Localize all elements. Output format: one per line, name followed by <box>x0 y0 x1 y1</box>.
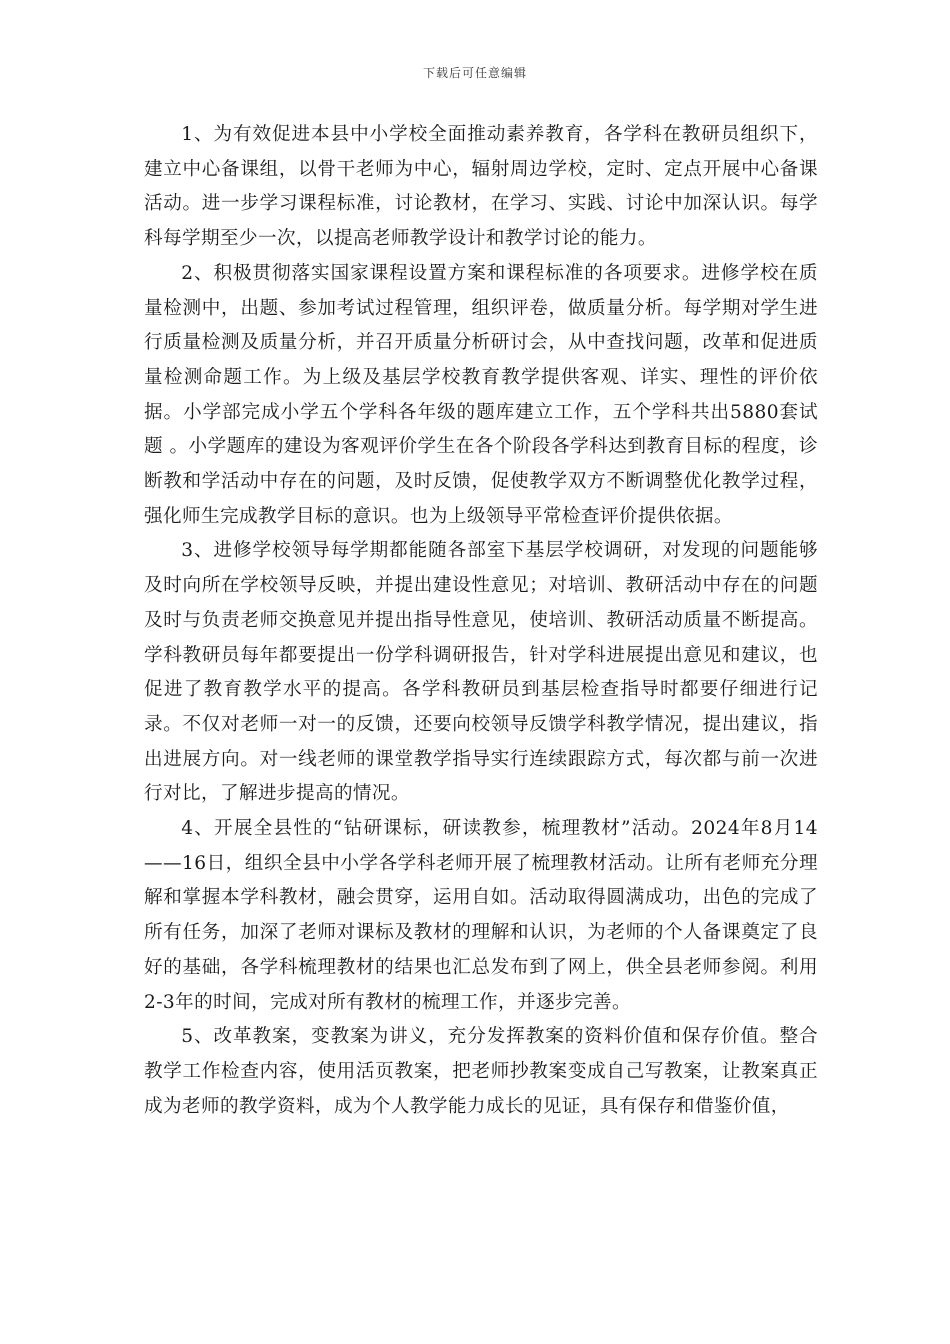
paragraph-3: 3、进修学校领导每学期都能随各部室下基层学校调研，对发现的问题能够及时向所在学校领导反映，并提出建设性意见；对培训、教研活动中存在的问题及时与负责老师交换意见并提出指导性意见，使培训、教研活动质量不断提高。学科教研员每年都要提出一份学科调研报告，针对学科进展提出意见和建议，也促进了教育教学水平的提高。各学科教研员到基层检查指导时都要仔细进行记录。不仅对老师一对一的反馈，还要向校领导反馈学科教学情况，提出建议，指出进展方向。对一线老师的课堂教学指导实行连续跟踪方式，每次都与前一次进行对比，了解进步提高的情况。 <box>144 540 818 805</box>
paragraph-4: 4、开展全县性的“钻研课标，研读教参，梳理教材”活动。2024年8月14——16日，组织全县中小学各学科老师开展了梳理教材活动。让所有老师充分理解和掌握本学科教材，融会贯穿，运用自如。活动取得圆满成功，出色的完成了所有任务，加深了老师对课标及教材的理解和认识，为老师的个人备课奠定了良好的基础，各学科梳理教材的结果也汇总发布到了网上，供全县老师参阅。利用2-3年的时间，完成对所有教材的梳理工作，并逐步完善。 <box>144 818 818 1013</box>
paragraph-1: 1、为有效促进本县中小学校全面推动素养教育，各学科在教研员组织下，建立中心备课组，以骨干老师为中心，辐射周边学校，定时、定点开展中心备课活动。进一步学习课程标准，讨论教材，在学习、实践、讨论中加深认识。每学科每学期至少一次，以提高老师教学设计和教学讨论的能力。 <box>144 124 818 250</box>
page-header: 下载后可任意编辑 <box>422 66 527 80</box>
paragraph-5: 5、改革教案，变教案为讲义，充分发挥教案的资料价值和保存价值。整合教学工作检查内容，使用活页教案，把老师抄教案变成自己写教案，让教案真正成为老师的教学资料，成为个人教学能力成长的见证，具有保存和借鉴价值， <box>144 1026 818 1117</box>
paragraph-2: 2、积极贯彻落实国家课程设置方案和课程标准的各项要求。进修学校在质量检测中，出题、参加考试过程管理，组织评卷，做质量分析。每学期对学生进行质量检测及质量分析，并召开质量分析研讨会，从中查找问题，改革和促进质量检测命题工作。为上级及基层学校教育教学提供客观、详实、理性的评价依据。小学部完成小学五个学科各年级的题库建立工作，五个学科共出5880套试题 。小学题库的建设为客观评价学生在各个阶段各学科达到教育目标的程度，诊断教和学活动中存在的问题，及时反馈，促使教学双方不断调整优化教学过程，强化师生完成教学目标的意识。也为上级领导平常检查评价提供依据。 <box>144 262 818 527</box>
document-body <box>144 118 818 1124</box>
